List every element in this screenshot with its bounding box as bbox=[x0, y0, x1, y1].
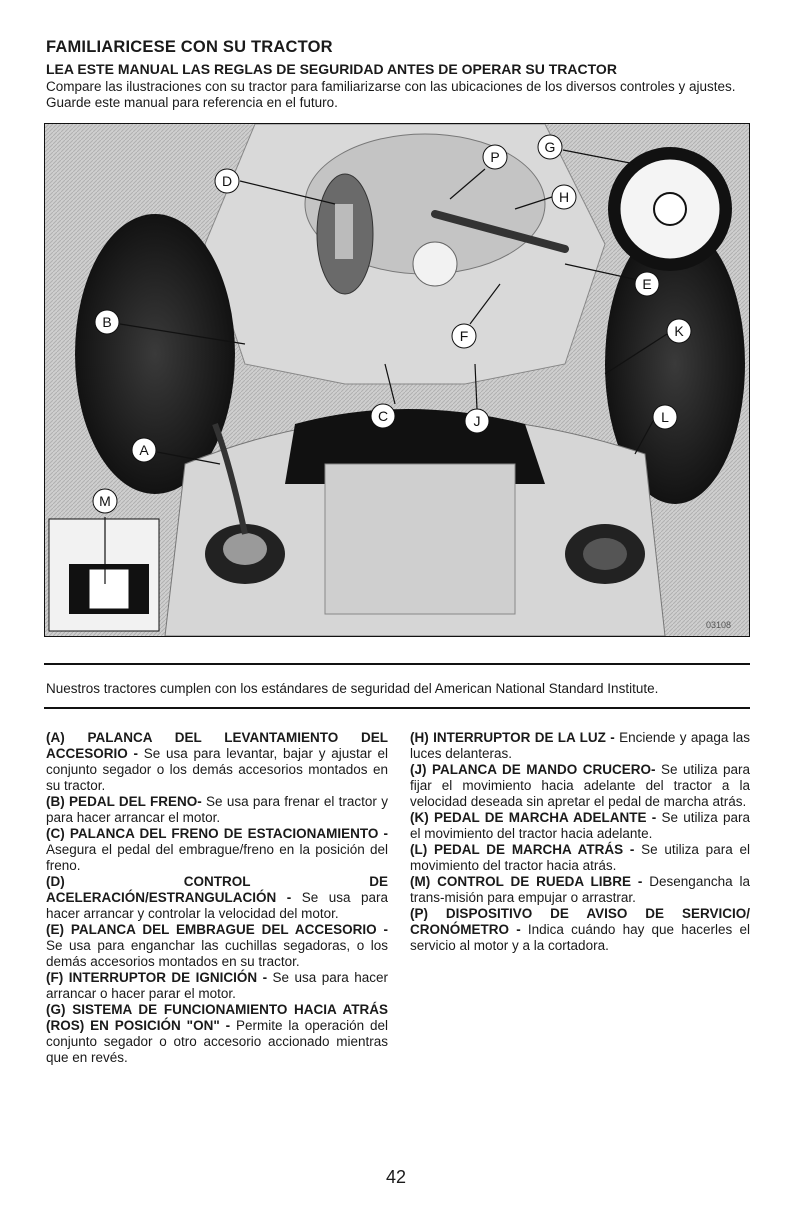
entry-b: (B) PEDAL DEL FRENO- Se usa para frenar el tractor y para hacer arrancar el motor. bbox=[46, 794, 388, 825]
divider-top bbox=[44, 663, 750, 665]
compliance-statement: Nuestros tractores cumplen con los estándares de seguridad del American National Standard Institute. bbox=[46, 681, 659, 696]
entry-j: (J) PALANCA DE MANDO CRUCERO- Se utiliza para fijar el movimiento hacia adelante del tractor a la velocidad deseada sin apretar el pedal de marcha atrás. bbox=[410, 762, 750, 809]
callout-g: G bbox=[544, 139, 556, 155]
entry-e: (E) PALANCA DEL EMBRAGUE DEL ACCESORIO - Se usa para enganchar las cuchillas segadoras, o los demás accesorios montados en su tractor. bbox=[46, 922, 388, 969]
callout-j: J bbox=[473, 413, 481, 429]
intro-paragraph: Compare las ilustraciones con su tractor para familiarizarse con las ubicaciones de los diversos controles y ajustes. Guarde este manual para referencia en el futuro. bbox=[46, 79, 736, 110]
entry-c: (C) PALANCA DEL FRENO DE ESTACIONAMIENTO - Asegura el pedal del embrague/freno en la posición del freno. bbox=[46, 826, 388, 873]
page-title: FAMILIARICESE CON SU TRACTOR bbox=[46, 38, 333, 56]
entry-g: (G) SISTEMA DE FUNCIONAMIENTO HACIA ATRÁS (ROS) EN POSICIÓN "ON" - Permite la operación del conjunto segador o otro accesorio accionado mientras que en revés. bbox=[46, 1002, 388, 1065]
callout-m: M bbox=[99, 493, 111, 509]
divider-bottom bbox=[44, 707, 750, 709]
page-subtitle: LEA ESTE MANUAL LAS REGLAS DE SEGURIDAD ANTES DE OPERAR SU TRACTOR bbox=[46, 61, 617, 77]
entry-m: (M) CONTROL DE RUEDA LIBRE - Desengancha la trans-misión para empujar o arrastrar. bbox=[410, 874, 750, 905]
entry-a: (A) PALANCA DEL LEVANTAMIENTO DEL ACCESORIO - Se usa para levantar, bajar y ajustar el conjunto segador o los demás accesorios montados en su tractor. bbox=[46, 730, 388, 793]
entry-k: (K) PEDAL DE MARCHA ADELANTE - Se utiliza para el movimiento del tractor hacia adelante. bbox=[410, 810, 750, 841]
entry-d: (D) CONTROL DE ACELERACIÓN/ESTRANGULACIÓN - Se usa para hacer arrancar y controlar la velocidad del motor. bbox=[46, 874, 388, 921]
entry-p: (P) DISPOSITIVO DE AVISO DE SERVICIO/ CRONÓMETRO - Indica cuándo hay que hacerles el servicio al motor y a la cortadora. bbox=[410, 906, 750, 953]
callout-c: C bbox=[377, 408, 389, 424]
entry-f: (F) INTERRUPTOR DE IGNICIÓN - Se usa para hacer arrancar o hacer parar el motor. bbox=[46, 970, 389, 1001]
tractor-controls-illustration bbox=[44, 123, 750, 637]
callout-l: L bbox=[661, 409, 669, 425]
callout-a: A bbox=[139, 442, 149, 458]
callout-b: B bbox=[102, 314, 112, 330]
callout-k: K bbox=[674, 323, 684, 339]
callout-e: E bbox=[642, 276, 652, 292]
callout-h: H bbox=[558, 189, 570, 205]
entry-l: (L) PEDAL DE MARCHA ATRÁS - Se utiliza para el movimiento del tractor hacia atrás. bbox=[410, 842, 750, 873]
callout-p: P bbox=[490, 149, 500, 165]
tractor-drawing bbox=[45, 124, 749, 636]
entry-h: (H) INTERRUPTOR DE LA LUZ - Enciende y apaga las luces delanteras. bbox=[410, 730, 750, 761]
figure-code: 03108 bbox=[705, 620, 731, 630]
callout-d: D bbox=[221, 173, 233, 189]
controls-list-right bbox=[410, 730, 750, 954]
controls-list-left bbox=[46, 730, 388, 1066]
callout-f: F bbox=[459, 328, 469, 344]
page-number: 42 bbox=[385, 1167, 407, 1187]
